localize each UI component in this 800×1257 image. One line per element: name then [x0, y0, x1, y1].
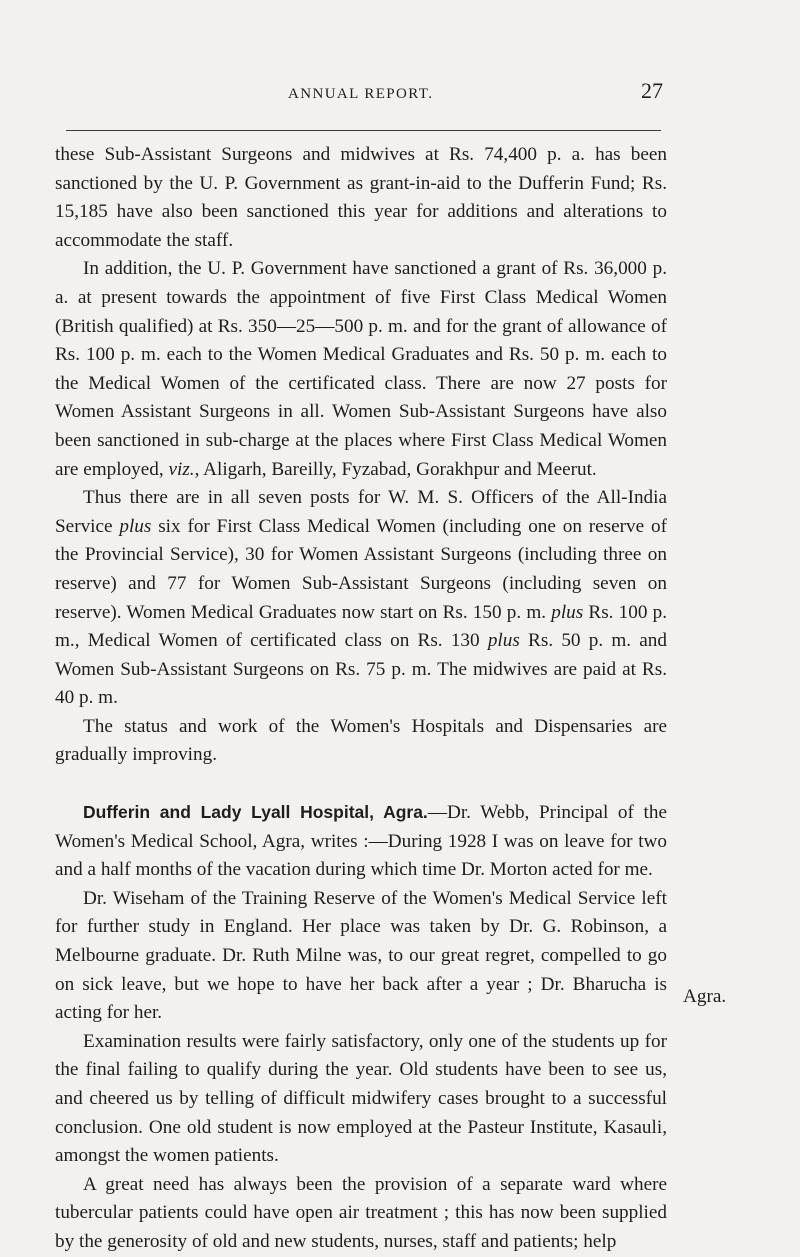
paragraph-continuation: these Sub-Assistant Surgeons and midwives at Rs. 74,400 p. a. has been sanctioned by the U. P. Government as grant-in-aid to the Dufferin Fund; Rs. 15,185 have also been sanctioned this year for additions and alterations to accommodate the staff.: [55, 144, 667, 251]
paragraph-text: Rs. 50 p. m. and Women Sub-Assistant Surgeons on Rs. 75 p. m. The midwives are paid at Rs. 40 p. m.: [55, 630, 667, 709]
page-number: 27: [641, 78, 663, 103]
emphasis-plus: plus: [119, 515, 152, 537]
section-heading: Dufferin and Lady Lyall Hospital, Agra.: [83, 802, 428, 823]
emphasis-viz: viz.: [168, 458, 195, 480]
paragraph-text: six for First Class Medical Women (including one on reserve of the Provincial Service), 30 for Women Assistant Surgeons (including three on reserve) and 77 for Women Sub-Assistant Surgeons (including seven on reserve). Women Medical Graduates now start on Rs. 150 p. m.: [55, 515, 667, 623]
running-title: ANNUAL REPORT.: [288, 86, 434, 102]
header-rule: [66, 130, 661, 131]
emphasis-plus: plus: [551, 601, 584, 623]
margin-note: Agra.: [683, 986, 727, 1007]
paragraph-text: —Dr. Webb, Principal of the Women's Medical School, Agra, writes :—During 1928 I was on leave for two and a half months of the vacation during which time Dr. Morton acted for me.: [55, 802, 667, 881]
paragraph-agra-hospital: [55, 798, 667, 885]
paragraph-text: Thus there are in all seven posts for W. M. S. Officers of the All-India Service: [55, 487, 667, 537]
paragraph-government-grant: In addition, the U. P. Government have sanctioned a grant of Rs. 36,000 p. a. at present towards the appointment of five First Class Medical Women (British qualified) at Rs. 350—25—500 p. m. and for the grant of allowance of Rs. 100 p. m. each to the Women Medical Graduates and Rs. 50 p. m. each to the Medical Women of the certificated class. There are now 27 posts for Women Assistant Surgeons in all. Women Sub-Assistant Surgeons have also been sanctioned in sub-charge at the places where First Class Medical Women are employed, viz., Aligarh, Bareilly, Fyzabad, Gorakhpur and Meerut.: [55, 258, 667, 480]
paragraph-staff-changes: Dr. Wiseham of the Training Reserve of the Women's Medical Service left for further study in England. Her place was taken by Dr. G. Robinson, a Melbourne graduate. Dr. Ruth Milne was, to our great regret, compelled to go on sick leave, but we hope to have her back after a year ; Dr. Bharucha is acting for her.: [55, 887, 667, 1024]
paragraph-tubercular-ward: A great need has always been the provision of a separate ward where tubercular patients could have open air treatment ; this has now been supplied by the generosity of old and new students, nurses, staff and patients; help: [55, 1173, 667, 1252]
paragraph-posts-summary: [55, 484, 667, 713]
paragraph-status: The status and work of the Women's Hospitals and Dispensaries are gradually improving.: [55, 715, 667, 766]
paragraph-text: Rs. 100 p. m., Medical Women of certificated class on Rs. 130: [55, 601, 667, 652]
paragraph-examination-results: Examination results were fairly satisfactory, only one of the students up for the final failing to qualify during the year. Old students have been to see us, and cheered us by telling of difficult midwifery cases brought to a successful conclusion. One old student is now employed at the Pasteur Institute, Kasauli, amongst the women patients.: [55, 1030, 667, 1167]
body-text: [55, 141, 667, 1257]
emphasis-plus: plus: [487, 630, 520, 652]
